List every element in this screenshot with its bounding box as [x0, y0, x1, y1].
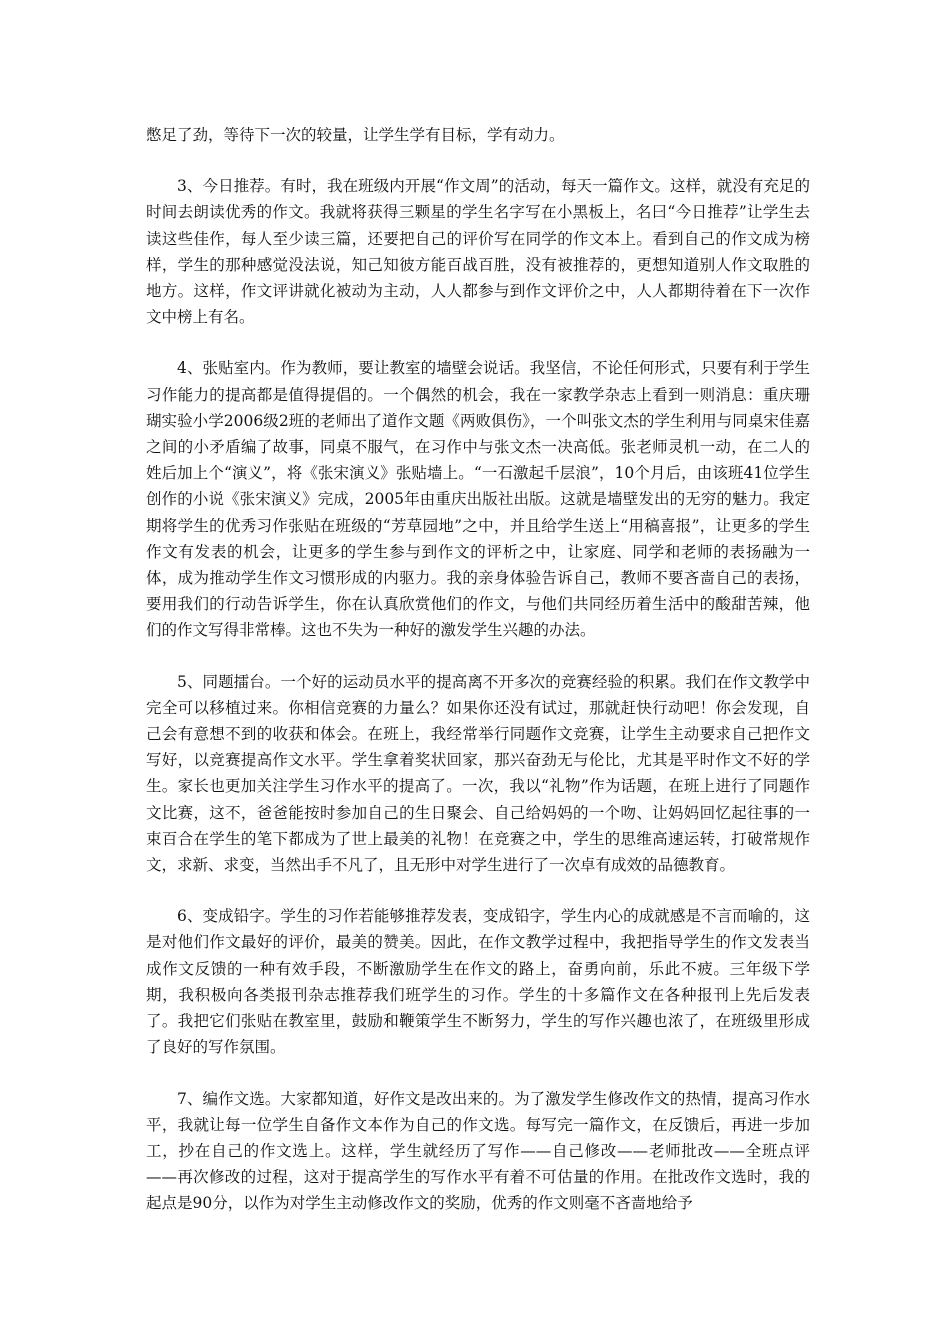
- paragraph-today-recommend: 3、今日推荐。有时，我在班级内开展“作文周”的活动，每天一篇作文。这样，就没有充足的时间去朗读优秀的作文。我就将获得三颗星的学生名字写在小黑板上，名曰“今日推荐”让学生去读这些佳作，每人至少读三篇，还要把自己的评价写在同学的作文本上。看到自己的作文成为榜样，学生的那种感觉没法说，知己知彼方能百战百胜，没有被推荐的，更想知道别人作文取胜的地方。这样，作文评讲就化被动为主动，人人都参与到作文评价之中，人人都期待着在下一次作文中榜上有名。: [146, 177, 810, 327]
- paragraph-wall-posting: 4、张贴室内。作为教师，要让教室的墙壁会说话。我坚信，不论任何形式，只要有利于学生习作能力的提高都是值得提倡的。一个偶然的机会，我在一家教学杂志上看到一则消息：重庆珊瑚实验小学2006级2班的老师出了道作文题《两败俱伤》，一个叫张文杰的学生利用与同桌宋佳嘉之间的小矛盾编了故事，同桌不服气，在习作中与张文杰一决高低。张老师灵机一动，在二人的姓后加上个“演义”，将《张宋演义》张贴墙上。“一石激起千层浪”，10个月后，由该班41位学生创作的小说《张宋演义》完成，2005年由重庆出版社出版。这就是墙壁发出的无穷的魅力。我定期将学生的优秀习作张贴在班级的“芳草园地”之中，并且给学生送上“用稿喜报”，让更多的学生作文有发表的机会，让更多的学生参与到作文的评析之中，让家庭、同学和老师的表扬融为一体，成为推动学生作文习惯形成的内驱力。我的亲身体验告诉自己，教师不要吝啬自己的表扬，要用我们的行动告诉学生，你在认真欣赏他们的作文，与他们共同经历着生活中的酸甜苦辣，他们的作文写得非常棒。这也不失为一种好的激发学生兴趣的办法。: [146, 359, 810, 640]
- paragraph-publishing: 6、变成铅字。学生的习作若能够推荐发表，变成铅字，学生内心的成就感是不言而喻的，这是对他们作文最好的评价，最美的赞美。因此，在作文教学过程中，我把指导学生的作文发表当成作文反馈的一种有效手段，不断激励学生在作文的路上，奋勇向前，乐此不疲。三年级下学期，我积极向各类报刊杂志推荐我们班学生的习作。学生的十多篇作文在各种报刊上先后发表了。我把它们张贴在教室里，鼓励和鞭策学生不断努力，学生的写作兴趣也浓了，在班级里形成了良好的写作氛围。: [146, 907, 810, 1057]
- document-body: [146, 122, 810, 1242]
- paragraph-continuation: 憋足了劲，等待下一次的较量，让学生学有目标，学有动力。: [146, 126, 565, 144]
- paragraph-essay-collection: 7、编作文选。大家都知道，好作文是改出来的。为了激发学生修改作文的热情，提高习作水平，我就让每一位学生自备作文本作为自己的作文选。每写完一篇作文，在反馈后，再进一步加工，抄在自己的作文选上。这样，学生就经历了写作——自己修改——老师批改——全班点评——再次修改的过程，这对于提高学生的写作水平有着不可估量的作用。在批改作文选时，我的起点是90分，以作为对学生主动修改作文的奖励，优秀的作文则毫不吝啬地给予: [146, 1089, 810, 1213]
- paragraph-same-topic-contest: 5、同题擂台。一个好的运动员水平的提高离不开多次的竞赛经验的积累。我们在作文教学中完全可以移植过来。你相信竞赛的力量么？如果你还没有试过，那就赶快行动吧！你会发现，自己会有意想不到的收获和体会。在班上，我经常举行同题作文竞赛，让学生主动要求自己把作文写好，以竞赛提高作文水平。学生拿着奖状回家，那兴奋劲无与伦比，尤其是平时作文不好的学生。家长也更加关注学生习作水平的提高了。一次，我以“礼物”作为话题，在班上进行了同题作文比赛，这不，爸爸能按时参加自己的生日聚会、自己给妈妈的一个吻、让妈妈回忆起往事的一束百合在学生的笔下都成为了世上最美的礼物！在竞赛之中，学生的思维高速运转，打破常规作文，求新、求变，当然出手不凡了，且无形中对学生进行了一次卓有成效的品德教育。: [146, 672, 810, 875]
